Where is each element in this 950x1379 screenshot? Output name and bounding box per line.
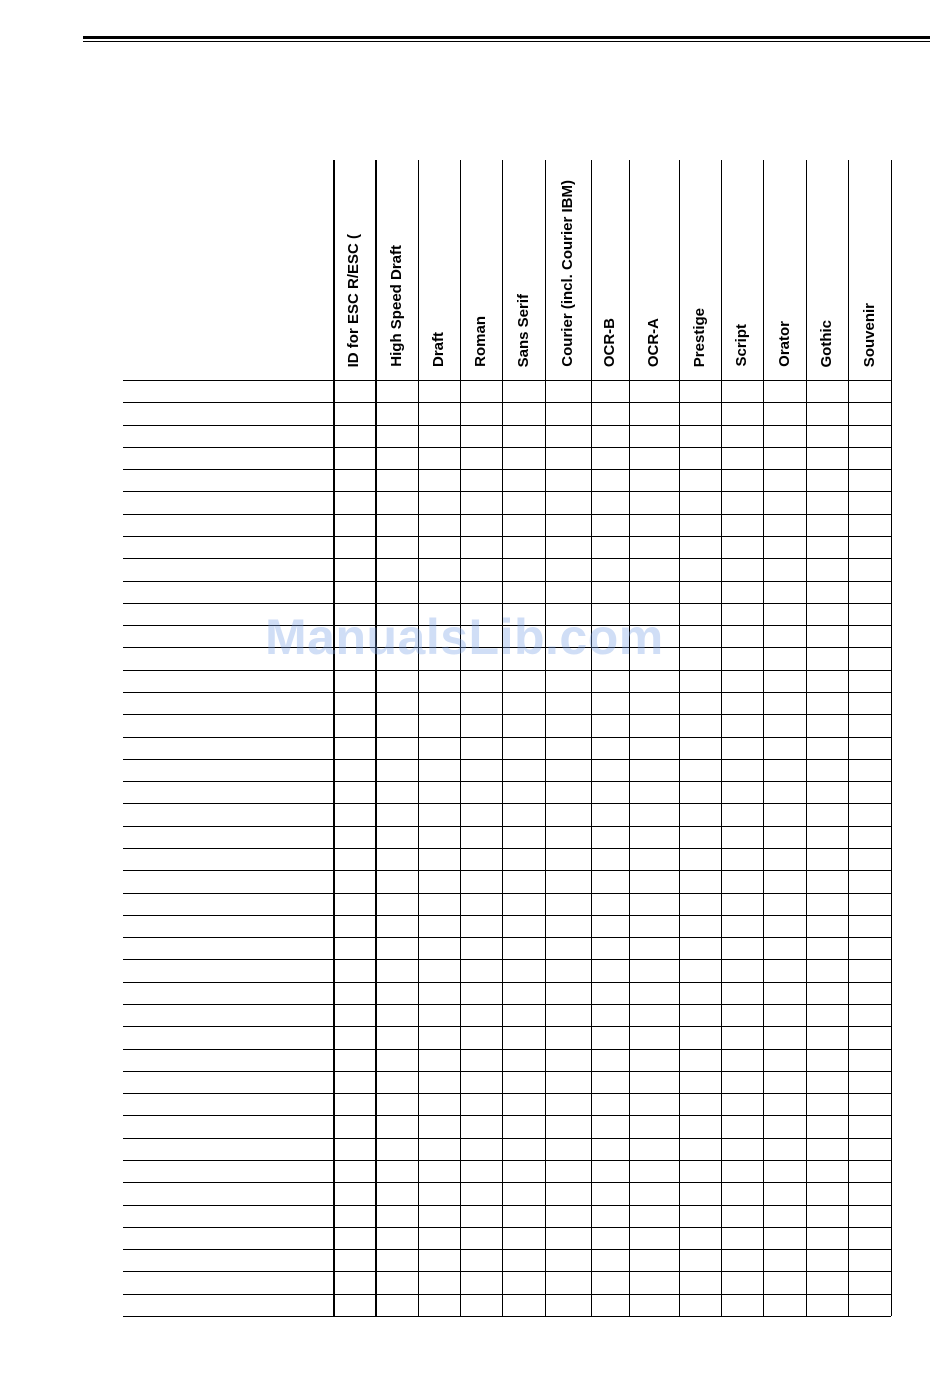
column-header-label: Prestige	[691, 307, 708, 367]
column-header-label: OCR-A	[645, 317, 662, 367]
table-row-line	[123, 469, 891, 470]
column-header	[460, 162, 502, 367]
table-row-line	[123, 491, 891, 492]
table-row-line	[123, 1004, 891, 1005]
column-header	[629, 162, 679, 367]
table-row-line	[123, 870, 891, 871]
watermark: ManualsLib.com	[265, 609, 664, 665]
table-row-line	[123, 1182, 891, 1183]
table-row-line	[123, 1115, 891, 1116]
table-row-line	[123, 692, 891, 693]
table-row-line	[123, 603, 891, 604]
column-header-label: High Speed Draft	[387, 245, 405, 367]
table-row-line	[123, 982, 891, 983]
table-row-line	[123, 915, 891, 916]
table-row-line	[123, 848, 891, 849]
table-row-line	[123, 536, 891, 537]
table-row-line	[123, 514, 891, 515]
table-row-line	[123, 737, 891, 738]
column-header-label: ID for ESC R/ESC (	[345, 233, 362, 367]
column-header-label: Gothic	[818, 319, 835, 367]
column-header-label: Courier (incl. Courier IBM)	[559, 180, 576, 367]
table-row-line	[123, 781, 891, 782]
table-row-line	[123, 1316, 891, 1317]
column-header	[333, 162, 375, 367]
header-bottom-line	[123, 380, 891, 381]
table-row-line	[123, 714, 891, 715]
column-header-label: Sans Serif	[514, 293, 532, 367]
table-row-line	[123, 1227, 891, 1228]
column-header	[591, 162, 629, 367]
column-header	[418, 162, 460, 367]
column-header-label: Souvenir	[860, 302, 878, 367]
table-row-line	[123, 425, 891, 426]
column-header-label: Orator	[775, 321, 793, 367]
table-row-line	[123, 670, 891, 671]
table-row-line	[123, 1093, 891, 1094]
table-row-line	[123, 447, 891, 448]
table-row-line	[123, 402, 891, 403]
table-row-line	[123, 1160, 891, 1161]
column-header	[806, 162, 848, 367]
table-row-line	[123, 1138, 891, 1139]
table-row-line	[123, 803, 891, 804]
table-row-line	[123, 1071, 891, 1072]
column-header	[502, 162, 545, 367]
table-row-line	[123, 826, 891, 827]
table-row-line	[123, 581, 891, 582]
column-header-label: Draft	[430, 331, 447, 367]
table-row-line	[123, 558, 891, 559]
column-header	[848, 162, 891, 367]
table-row-line	[123, 1249, 891, 1250]
column-header	[679, 162, 721, 367]
table-row-line	[123, 959, 891, 960]
table-row-line	[123, 893, 891, 894]
column-header	[375, 162, 418, 367]
table-row-line	[123, 1026, 891, 1027]
table-row-line	[123, 1294, 891, 1295]
table-row-line	[123, 1205, 891, 1206]
column-divider	[891, 160, 892, 1316]
column-header-label: Roman	[472, 316, 489, 367]
column-header-label: Script	[733, 324, 750, 367]
table-row-line	[123, 759, 891, 760]
table-row-line	[123, 937, 891, 938]
table-row-line	[123, 1049, 891, 1050]
column-header	[721, 162, 763, 367]
column-header	[763, 162, 806, 367]
table-row-line	[123, 1271, 891, 1272]
column-header	[545, 162, 591, 367]
column-header-label: OCR-B	[601, 317, 618, 367]
